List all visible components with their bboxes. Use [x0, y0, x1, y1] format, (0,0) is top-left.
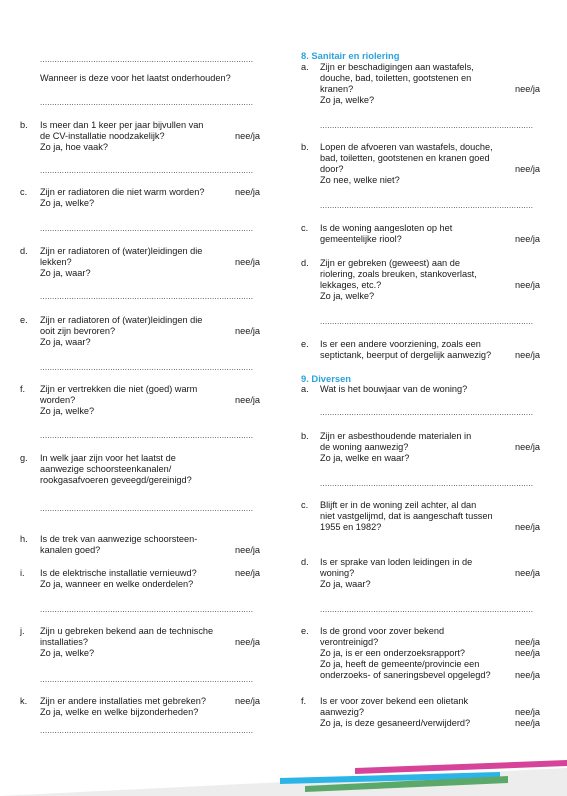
question-letter: e. — [301, 626, 309, 636]
answer-option[interactable]: nee/ja — [515, 234, 541, 244]
question-letter: k. — [20, 696, 28, 706]
section-heading: 8. Sanitair en riolering — [301, 50, 400, 61]
question-letter: c. — [301, 500, 309, 510]
question-text: Is de grond voor zover bekend — [320, 626, 445, 636]
question-text: Zo ja, welke en welke bijzonderheden? — [40, 707, 199, 717]
answer-option[interactable]: nee/ja — [515, 670, 541, 680]
answer-option[interactable]: nee/ja — [235, 696, 261, 706]
answer-option[interactable]: nee/ja — [515, 350, 541, 360]
question-letter: d. — [301, 258, 309, 268]
question-text: aanwezig? — [320, 707, 364, 717]
answer-option[interactable]: nee/ja — [515, 637, 541, 647]
question-text: niet vastgelijmd, dat is aangeschaft tussen — [320, 511, 493, 521]
question-text: de woning aanwezig? — [320, 442, 409, 452]
question-text: kranen? — [320, 84, 354, 94]
question-text: Is er sprake van loden leidingen in de — [320, 557, 473, 567]
question-text: verontreinigd? — [320, 637, 379, 647]
question-text: Zijn er asbesthoudende materialen in — [320, 431, 472, 441]
question-letter: i. — [20, 568, 25, 578]
question-text: worden? — [40, 395, 76, 405]
question-text: Wat is het bouwjaar van de woning? — [320, 384, 468, 394]
question-text: Zijn er gebreken (geweest) aan de — [320, 258, 460, 268]
answer-line: ........................................................................................ — [320, 409, 534, 417]
question-text: Zo ja, welke? — [320, 95, 375, 105]
question-text: Zo ja, wanneer en welke onderdelen? — [40, 579, 194, 589]
question-text: Zo ja, hoe vaak? — [40, 142, 108, 152]
answer-option[interactable]: nee/ja — [515, 522, 541, 532]
answer-option[interactable]: nee/ja — [515, 707, 541, 717]
answer-line: ........................................................................................ — [320, 202, 534, 210]
question-letter: e. — [20, 315, 28, 325]
question-letter: a. — [301, 62, 309, 72]
question-letter: j. — [20, 626, 25, 636]
question-text: kanalen goed? — [40, 545, 101, 555]
question-text: door? — [320, 164, 344, 174]
question-text: Zo ja, welke? — [40, 406, 95, 416]
answer-option[interactable]: nee/ja — [515, 164, 541, 174]
question-text: Is meer dan 1 keer per jaar bijvullen van — [40, 120, 204, 130]
question-letter: d. — [20, 246, 28, 256]
question-text: Is de elektrische installatie vernieuwd? — [40, 568, 197, 578]
answer-line: ........................................................................................ — [320, 122, 534, 130]
answer-option[interactable]: nee/ja — [235, 545, 261, 555]
question-text: septictank, beerput of dergelijk aanwezig? — [320, 350, 492, 360]
answer-line: ........................................................................................ — [40, 727, 254, 735]
question-letter: e. — [301, 339, 309, 349]
answer-option[interactable]: nee/ja — [235, 637, 261, 647]
question-text: ooit zijn bevroren? — [40, 326, 116, 336]
question-text: Lopen de afvoeren van wastafels, douche, — [320, 142, 493, 152]
question-letter: b. — [20, 120, 28, 130]
answer-line: ........................................................................................ — [40, 56, 254, 64]
answer-line: ........................................................................................ — [40, 225, 254, 233]
question-text: Zo nee, welke niet? — [320, 175, 400, 185]
answer-option[interactable]: nee/ja — [515, 718, 541, 728]
answer-option[interactable]: nee/ja — [235, 326, 261, 336]
question-letter: b. — [301, 142, 309, 152]
question-text: Zo ja, is er een onderzoeksrapport? — [320, 648, 466, 658]
answer-line: ........................................................................................ — [40, 432, 254, 440]
answer-line: ........................................................................................ — [40, 606, 254, 614]
question-letter: b. — [301, 431, 309, 441]
question-text: Zijn er radiatoren die niet warm worden? — [40, 187, 205, 197]
question-text: Zijn er beschadigingen aan wastafels, — [320, 62, 474, 72]
question-text: Zo ja, welke en waar? — [320, 453, 410, 463]
question-text: riolering, zoals breuken, stankoverlast, — [320, 269, 477, 279]
question-text: rookgasafvoeren geveegd/gereinigd? — [40, 475, 192, 485]
answer-option[interactable]: nee/ja — [235, 187, 261, 197]
question-text: lekkages, etc.? — [320, 280, 382, 290]
answer-line: ........................................................................................ — [320, 480, 534, 488]
answer-option[interactable]: nee/ja — [235, 568, 261, 578]
question-text: de CV-installatie noodzakelijk? — [40, 131, 165, 141]
question-text: douche, bad, toiletten, gootstenen en — [320, 73, 472, 83]
question-text: lekken? — [40, 257, 72, 267]
question-text: Is de woning aangesloten op het — [320, 223, 453, 233]
question-letter: g. — [20, 453, 28, 463]
question-text: Zo ja, welke? — [40, 198, 95, 208]
question-text: Zijn u gebreken bekend aan de technische — [40, 626, 214, 636]
answer-line: ........................................................................................ — [40, 505, 254, 513]
answer-option[interactable]: nee/ja — [515, 442, 541, 452]
question-text: woning? — [320, 568, 355, 578]
question-text: Zo ja, waar? — [40, 337, 91, 347]
answer-line: ........................................................................................ — [40, 676, 254, 684]
question-text: 1955 en 1982? — [320, 522, 382, 532]
question-text: Zo ja, heeft de gemeente/provincie een — [320, 659, 480, 669]
question-text: bad, toiletten, gootstenen en kranen goed — [320, 153, 490, 163]
question-letter: d. — [301, 557, 309, 567]
question-text: aanwezige schoorsteenkanalen/ — [40, 464, 172, 474]
question-text: Is de trek van aanwezige schoorsteen- — [40, 534, 198, 544]
answer-option[interactable]: nee/ja — [515, 648, 541, 658]
question-letter: f. — [20, 384, 26, 394]
question-text: In welk jaar zijn voor het laatst de — [40, 453, 176, 463]
question-text: Zijn er radiatoren of (water)leidingen die — [40, 315, 203, 325]
question-text: Is er een andere voorziening, zoals een — [320, 339, 481, 349]
answer-option[interactable]: nee/ja — [235, 257, 261, 267]
question-text: installaties? — [40, 637, 89, 647]
question-text: Zijn er andere installaties met gebreken? — [40, 696, 206, 706]
section-heading: 9. Diversen — [301, 373, 352, 384]
answer-option[interactable]: nee/ja — [515, 280, 541, 290]
question-text: Zijn er vertrekken die niet (goed) warm — [40, 384, 198, 394]
answer-line: ........................................................................................ — [40, 99, 254, 107]
question-text: Zo ja, waar? — [40, 268, 91, 278]
answer-option[interactable]: nee/ja — [515, 568, 541, 578]
answer-option[interactable]: nee/ja — [235, 395, 261, 405]
answer-line: ........................................................................................ — [40, 364, 254, 372]
question-letter: f. — [301, 696, 307, 706]
question-letter: h. — [20, 534, 28, 544]
question-text: onderzoeks- of saneringsbevel opgelegd? — [320, 670, 491, 680]
question-text: Zo ja, welke? — [320, 291, 375, 301]
question-text: gemeentelijke riool? — [320, 234, 402, 244]
question-text: Is er voor zover bekend een olietank — [320, 696, 469, 706]
question-letter: c. — [20, 187, 28, 197]
question-text: Blijft er in de woning zeil achter, al dan — [320, 500, 477, 510]
footer-decoration — [0, 750, 567, 796]
answer-line: ........................................................................................ — [320, 606, 534, 614]
question-letter: c. — [301, 223, 309, 233]
answer-line: ........................................................................................ — [320, 318, 534, 326]
answer-line: ........................................................................................ — [40, 293, 254, 301]
question-letter: a. — [301, 384, 309, 394]
question-text: Zijn er radiatoren of (water)leidingen die — [40, 246, 203, 256]
question-text: Zo ja, waar? — [320, 579, 371, 589]
question-text: Zo ja, welke? — [40, 648, 95, 658]
answer-option[interactable]: nee/ja — [515, 84, 541, 94]
answer-line: ........................................................................................ — [40, 167, 254, 175]
question-text: Wanneer is deze voor het laatst onderhouden? — [40, 73, 231, 83]
answer-option[interactable]: nee/ja — [235, 131, 261, 141]
question-text: Zo ja, is deze gesaneerd/verwijderd? — [320, 718, 471, 728]
